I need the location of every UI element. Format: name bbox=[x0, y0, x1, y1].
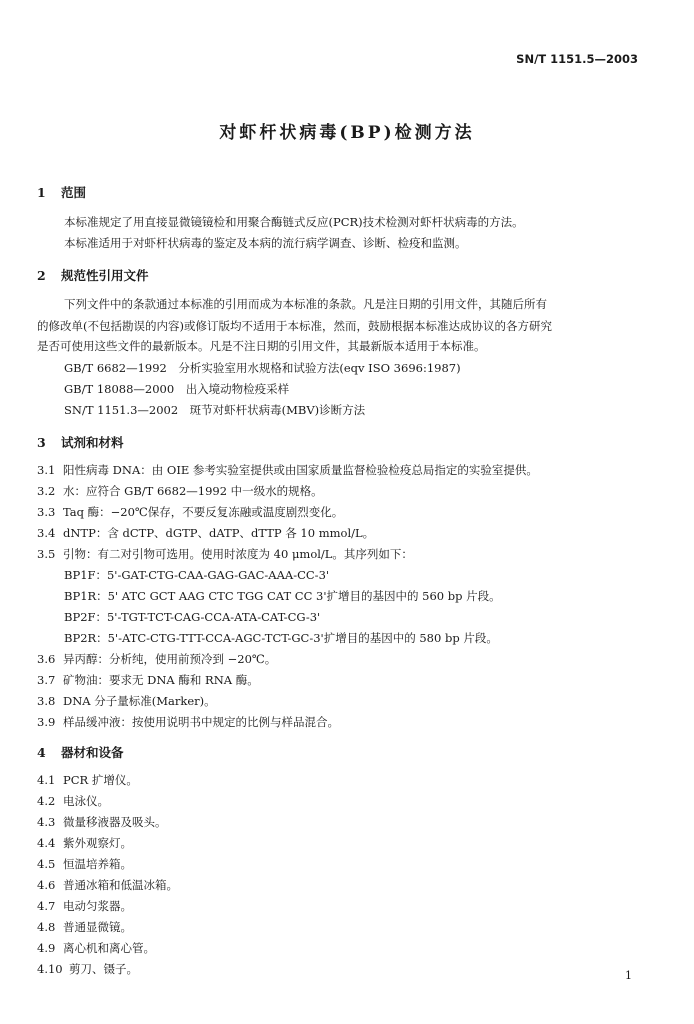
list-item bbox=[37, 525, 374, 541]
section-title: 范围 bbox=[61, 185, 87, 200]
item-number: 4.10 bbox=[37, 962, 63, 976]
item-number: 3.6 bbox=[37, 652, 56, 666]
list-item bbox=[37, 856, 132, 872]
item-text: Taq 酶：−20℃保存，不要反复冻融或温度剧烈变化。 bbox=[63, 505, 344, 519]
item-number: 3.1 bbox=[37, 463, 56, 477]
reference: GB/T 18088—2000 出入境动物检疫采样 bbox=[64, 382, 290, 396]
reference: SN/T 1151.3—2002 斑节对虾杆状病毒(MBV)诊断方法 bbox=[64, 403, 366, 417]
list-item bbox=[37, 693, 216, 709]
section-number: 1 bbox=[37, 185, 46, 200]
item-text: dNTP：含 dCTP、dGTP、dATP、dTTP 各 10 mmol/L。 bbox=[63, 526, 375, 540]
item-text: 普通显微镜。 bbox=[63, 920, 132, 934]
list-item bbox=[37, 772, 138, 788]
item-number: 3.5 bbox=[37, 547, 56, 561]
item-number: 4.8 bbox=[37, 920, 56, 934]
primer-line: BP1F：5'-GAT-CTG-CAA-GAG-GAC-AAA-CC-3' bbox=[64, 568, 330, 582]
item-text: 紫外观察灯。 bbox=[63, 836, 132, 850]
item-number: 3.2 bbox=[37, 484, 56, 498]
paragraph-line: 下列文件中的条款通过本标准的引用而成为本标准的条款。凡是注日期的引用文件，其随后所有 bbox=[64, 297, 547, 311]
list-item bbox=[37, 714, 339, 730]
item-number: 4.6 bbox=[37, 878, 56, 892]
item-number: 4.2 bbox=[37, 794, 56, 808]
list-item bbox=[37, 919, 132, 935]
section-number: 3 bbox=[37, 435, 46, 450]
item-number: 3.9 bbox=[37, 715, 56, 729]
list-item bbox=[37, 961, 138, 977]
item-text: 普通冰箱和低温冰箱。 bbox=[63, 878, 178, 892]
item-number: 4.7 bbox=[37, 899, 56, 913]
standard-number: SN/T 1151.5—2003 bbox=[516, 52, 638, 66]
section-title: 规范性引用文件 bbox=[61, 268, 149, 283]
primer-line: BP1R：5' ATC GCT AAG CTC TGG CAT CC 3'扩增目的基因中的 560 bp 片段。 bbox=[64, 589, 501, 603]
paragraph: 本标准规定了用直接显微镜镜检和用聚合酶链式反应(PCR)技术检测对虾杆状病毒的方法。 bbox=[64, 215, 524, 229]
list-item bbox=[37, 651, 276, 667]
list-item bbox=[37, 835, 132, 851]
list-item bbox=[37, 898, 132, 914]
list-item bbox=[37, 877, 178, 893]
item-text: 微量移液器及吸头。 bbox=[63, 815, 167, 829]
section-title: 试剂和材料 bbox=[61, 435, 124, 450]
section-1-heading bbox=[37, 183, 86, 201]
item-number: 3.4 bbox=[37, 526, 56, 540]
paragraph: 本标准适用于对虾杆状病毒的鉴定及本病的流行病学调查、诊断、检疫和监测。 bbox=[64, 236, 467, 250]
item-text: 样品缓冲液：按使用说明书中规定的比例与样品混合。 bbox=[63, 715, 339, 729]
paragraph-line: 的修改单(不包括勘误的内容)或修订版均不适用于本标准，然而，鼓励根据本标准达成协议的各方研究 bbox=[37, 319, 552, 333]
item-text: 剪刀、镊子。 bbox=[69, 962, 138, 976]
item-text: 引物：有二对引物可选用。使用时浓度为 40 μmol/L。其序列如下： bbox=[63, 547, 413, 561]
item-number: 4.4 bbox=[37, 836, 56, 850]
item-number: 4.9 bbox=[37, 941, 56, 955]
item-number: 4.3 bbox=[37, 815, 56, 829]
list-item bbox=[37, 483, 323, 499]
section-number: 2 bbox=[37, 268, 46, 283]
reference: GB/T 6682—1992 分析实验室用水规格和试验方法(eqv ISO 3696:1987) bbox=[64, 361, 461, 375]
list-item bbox=[37, 940, 155, 956]
item-text: 恒温培养箱。 bbox=[63, 857, 132, 871]
item-text: PCR 扩增仪。 bbox=[63, 773, 138, 787]
section-title: 器材和设备 bbox=[61, 745, 124, 760]
item-text: 水：应符合 GB/T 6682—1992 中一级水的规格。 bbox=[63, 484, 323, 498]
list-item bbox=[37, 672, 259, 688]
item-text: 阳性病毒 DNA：由 OIE 参考实验室提供或由国家质量监督检验检疫总局指定的实验室提供。 bbox=[63, 463, 538, 477]
item-number: 3.8 bbox=[37, 694, 56, 708]
list-item bbox=[37, 546, 413, 562]
page-number: 1 bbox=[625, 969, 632, 982]
section-3-heading bbox=[37, 433, 124, 451]
item-text: 矿物油：要求无 DNA 酶和 RNA 酶。 bbox=[63, 673, 259, 687]
section-number: 4 bbox=[37, 745, 46, 760]
item-text: 异丙醇：分析纯，使用前预冷到 −20℃。 bbox=[63, 652, 277, 666]
item-text: DNA 分子量标准(Marker)。 bbox=[63, 694, 216, 708]
item-number: 3.7 bbox=[37, 673, 56, 687]
primer-line: BP2F：5'-TGT-TCT-CAG-CCA-ATA-CAT-CG-3' bbox=[64, 610, 321, 624]
item-text: 电泳仪。 bbox=[63, 794, 109, 808]
item-text: 离心机和离心管。 bbox=[63, 941, 155, 955]
list-item bbox=[37, 462, 538, 478]
document-title: 对虾杆状病毒(BP)检测方法 bbox=[219, 123, 475, 143]
list-item bbox=[37, 793, 109, 809]
paragraph-line: 是否可使用这些文件的最新版本。凡是不注日期的引用文件，其最新版本适用于本标准。 bbox=[37, 339, 486, 353]
primer-line: BP2R：5'-ATC-CTG-TTT-CCA-AGC-TCT-GC-3'扩增目的基因中的 580 bp 片段。 bbox=[64, 631, 498, 645]
list-item bbox=[37, 814, 167, 830]
item-number: 4.5 bbox=[37, 857, 56, 871]
section-4-heading bbox=[37, 743, 124, 761]
item-number: 4.1 bbox=[37, 773, 56, 787]
section-2-heading bbox=[37, 266, 149, 284]
item-number: 3.3 bbox=[37, 505, 56, 519]
item-text: 电动匀浆器。 bbox=[63, 899, 132, 913]
list-item bbox=[37, 504, 343, 520]
